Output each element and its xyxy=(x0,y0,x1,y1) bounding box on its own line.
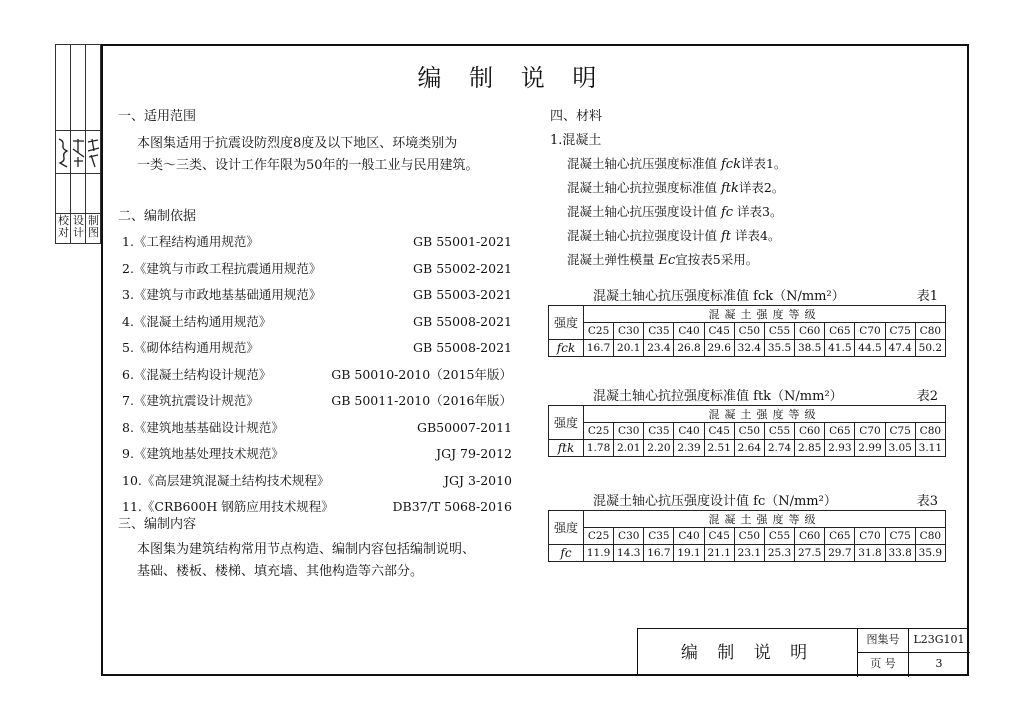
section-4-sub: 1.混凝土 xyxy=(550,133,602,148)
row-header: 强度 xyxy=(549,406,584,440)
atlas-number: L23G101 xyxy=(913,633,965,646)
group-header: 混凝土强度等级 xyxy=(584,406,946,423)
value-row: fc 11.9 14.3 16.7 19.1 21.1 23.1 25.3 27.5 29.7 31.8 33.8 35.9 xyxy=(549,545,946,562)
row-header: 强度 xyxy=(549,306,584,340)
signature-mark xyxy=(86,137,101,169)
reference-item: 4.《混凝土结构通用规范》 GB 55008-2021 xyxy=(122,313,512,329)
section-3-line: 基础、楼板、楼梯、填充墙、其他构造等六部分。 xyxy=(137,564,424,579)
table-caption: 混凝土轴心抗拉强度标准值 ftk（N/mm²） 表2 xyxy=(593,389,938,404)
reference-item: 8.《建筑地基基础设计规范》 GB50007-2011 xyxy=(122,419,512,435)
signature-mark xyxy=(56,137,71,169)
grade-row: C25 C30 C35 C40 C45 C50 C55 C60 C65 C70 C75 C80 xyxy=(549,423,946,440)
signature-mark xyxy=(71,137,86,169)
strength-table-1 xyxy=(548,305,946,357)
page-title: 编 制 说 明 xyxy=(417,64,607,92)
title-block-name: 编 制 说 明 xyxy=(638,629,858,677)
strength-table-3 xyxy=(548,510,946,562)
section-3-line: 本图集为建筑结构常用节点构造、编制内容包括编制说明、 xyxy=(137,542,476,557)
material-item: 混凝土弹性模量 Ec宜按表5采用。 xyxy=(567,252,759,268)
table-caption: 混凝土轴心抗压强度设计值 fc（N/mm²） 表3 xyxy=(593,494,938,509)
material-item: 混凝土轴心抗压强度设计值 fc 详表3。 xyxy=(567,204,783,220)
reference-item: 2.《建筑与市政工程抗震通用规范》 GB 55002-2021 xyxy=(122,260,512,276)
reference-item: 5.《砌体结构通用规范》 GB 55008-2021 xyxy=(122,340,512,355)
section-3-heading: 三、编制内容 xyxy=(118,517,197,532)
reference-item: 1.《工程结构通用规范》 GB 55001-2021 xyxy=(122,234,512,249)
section-1-line: 本图集适用于抗震设防烈度8度及以下地区、环境类别为 xyxy=(137,136,458,151)
material-item: 混凝土轴心抗拉强度设计值 ft 详表4。 xyxy=(567,228,781,244)
atlas-label: 图集号 xyxy=(866,633,900,646)
group-header: 混凝土强度等级 xyxy=(584,511,946,528)
role-design: 设计 xyxy=(73,214,84,239)
section-1-line: 一类～三类、设计工作年限为50年的一般工业与民用建筑。 xyxy=(137,158,479,173)
row-header: 强度 xyxy=(549,511,584,545)
strength-table-2 xyxy=(548,405,946,457)
reference-item: 10.《高层建筑混凝土结构技术规程》 JGJ 3-2010 xyxy=(122,472,512,488)
title-block xyxy=(637,628,969,676)
grade-row: C25 C30 C35 C40 C45 C50 C55 C60 C65 C70 C75 C80 xyxy=(549,528,946,545)
page-label: 页 号 xyxy=(870,657,896,670)
role-proofread: 校对 xyxy=(58,214,69,239)
reference-item: 11.《CRB600H 钢筋应用技术规程》 DB37/T 5068-2016 xyxy=(122,499,512,514)
reference-item: 6.《混凝土结构设计规范》 GB 50010-2010（2015年版） xyxy=(122,366,512,382)
value-row: fck 16.7 20.1 23.4 26.8 29.6 32.4 35.5 38.5 41.5 44.5 47.4 50.2 xyxy=(549,340,946,357)
material-item: 混凝土轴心抗拉强度标准值 ftk详表2。 xyxy=(567,180,785,196)
value-row: ftk 1.78 2.01 2.20 2.39 2.51 2.64 2.74 2.85 2.93 2.99 3.05 3.11 xyxy=(549,440,946,457)
material-item: 混凝土轴心抗压强度标准值 fck详表1。 xyxy=(567,156,787,172)
reference-item: 7.《建筑抗震设计规范》 GB 50011-2010（2016年版） xyxy=(122,393,512,408)
section-2-heading: 二、编制依据 xyxy=(118,209,197,224)
reference-item: 3.《建筑与市政地基基础通用规范》 GB 55003-2021 xyxy=(122,287,512,302)
reference-item: 9.《建筑地基处理技术规范》 JGJ 79-2012 xyxy=(122,446,512,461)
role-draw: 制图 xyxy=(88,214,99,239)
page-number: 3 xyxy=(935,657,943,670)
group-header: 混凝土强度等级 xyxy=(584,306,946,323)
table-caption: 混凝土轴心抗压强度标准值 fck（N/mm²） 表1 xyxy=(593,289,938,304)
section-4-heading: 四、材料 xyxy=(550,109,603,124)
reference-list xyxy=(122,232,512,524)
grade-row: C25 C30 C35 C40 C45 C50 C55 C60 C65 C70 C75 C80 xyxy=(549,323,946,340)
section-1-heading: 一、适用范围 xyxy=(118,109,197,124)
